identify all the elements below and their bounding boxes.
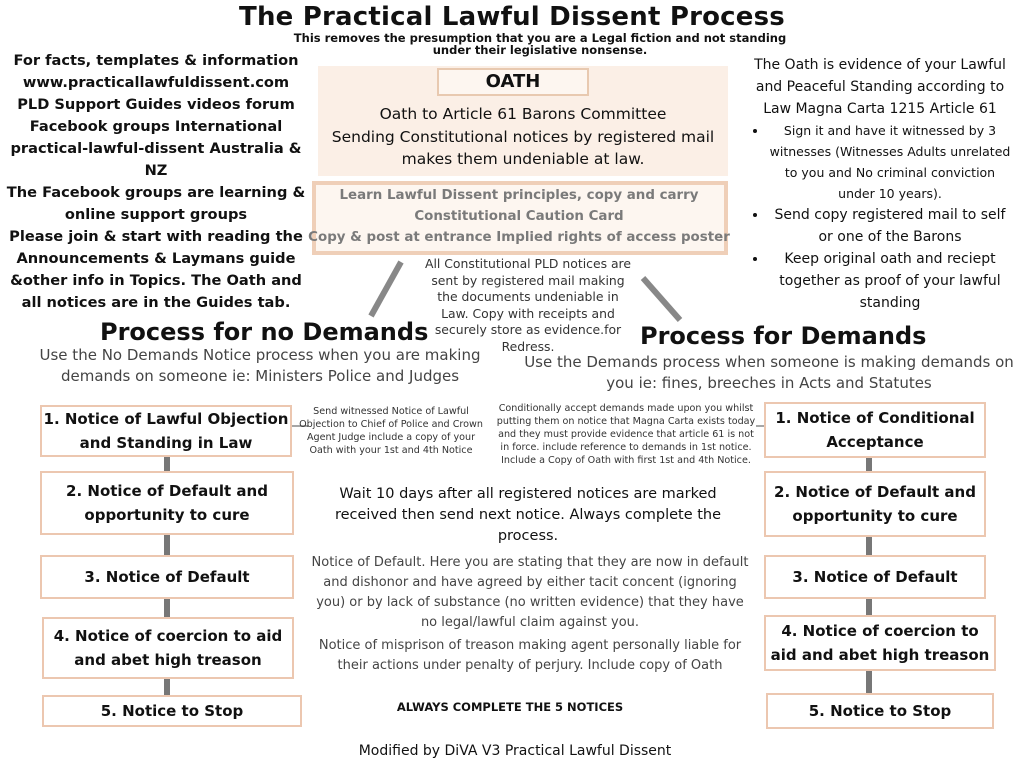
no-demands-step-5: 5. Notice to Stop xyxy=(42,695,302,727)
info-line: For facts, templates & information xyxy=(13,52,299,69)
no-demands-side-note: Send witnessed Notice of Lawful Objection to Chief of Police and Crown Agent Judge include a copy of your Oath with your 1st and 4th Notice xyxy=(299,406,483,456)
learn-line: Learn Lawful Dissent principles, copy and carry xyxy=(339,188,699,203)
learn-line: Copy & post at entrance Implied rights of access poster xyxy=(308,230,730,245)
step-connector xyxy=(866,458,872,471)
no-demands-step-4: 4. Notice of coercion to aid and abet high treason xyxy=(42,617,294,679)
step-connector xyxy=(164,457,170,471)
step-connector xyxy=(866,599,872,615)
demands-side-note: Conditionally accept demands made upon you whilst putting them on notice that Magna Carta exists today and they must provide evidence that article 61 is not in force. include reference to demands in 1st notice. Include a Copy of Oath with first 1st and 4th Notice. xyxy=(496,403,756,466)
oath-line: makes them undeniable at law. xyxy=(401,150,645,168)
registered-mail-note: All Constitutional PLD notices are sent by registered mail making the documents undeniable in Law. Copy with receipts and securely store as evidence.for Redress. xyxy=(424,256,632,354)
no-demands-usage: Use the No Demands Notice process when you are making demands on someone ie: Ministers Police and Judges xyxy=(39,346,481,385)
info-line: www.practicallawfuldissent.com xyxy=(22,74,290,91)
oath-info-intro: The Oath is evidence of your Lawful and Peaceful Standing according to Law Magna Carta 1215 Article 61 xyxy=(754,57,1006,117)
demands-step-2: 2. Notice of Default and opportunity to cure xyxy=(764,471,986,537)
info-line: PLD Support Guides videos forum xyxy=(17,96,295,113)
demands-step-1: 1. Notice of Conditional Acceptance xyxy=(764,402,986,458)
default-note: Notice of Default. Here you are stating that they are now in default and dishonor and have agreed by either tacit concent (ignoring you) or by lack of substance (no written evidence) that they have no legal/lawful claim against you. xyxy=(311,555,749,630)
no-demands-step-3: 3. Notice of Default xyxy=(40,555,294,599)
step-connector xyxy=(866,537,872,555)
info-line: Facebook groups International xyxy=(29,118,283,135)
misprison-note: Notice of misprison of treason making agent personally liable for their actions under penalty of perjury. Include copy of Oath xyxy=(318,638,742,673)
no-demands-step-1: 1. Notice of Lawful Objection and Standing in Law xyxy=(40,405,292,457)
right-diagonal-line xyxy=(643,278,680,320)
step-connector xyxy=(164,679,170,695)
info-line: Announcements & Laymans guide xyxy=(16,250,296,267)
info-line: &other info in Topics. The Oath and xyxy=(10,272,302,289)
demands-heading: Process for Demands xyxy=(640,322,927,350)
step-connector xyxy=(164,535,170,555)
step-connector xyxy=(866,671,872,693)
left-diagonal-line xyxy=(371,262,401,316)
no-demands-step-2: 2. Notice of Default and opportunity to cure xyxy=(40,471,294,535)
info-line: online support groups xyxy=(64,206,248,223)
oath-line: Sending Constitutional notices by registered mail xyxy=(331,127,715,146)
wait-note: Wait 10 days after all registered notices are marked received then send next notice. Always complete the process. xyxy=(334,486,722,544)
oath-info-bullet: • Sign it and have it witnessed by 3 witnesses (Witnesses Adults unrelated to you and No criminal conviction under 10 years). xyxy=(768,120,1012,204)
info-line: The Facebook groups are learning & xyxy=(6,184,306,201)
demands-step-5: 5. Notice to Stop xyxy=(766,693,994,729)
info-line: practical-lawful-dissent Australia & xyxy=(10,140,302,157)
step-connector xyxy=(164,599,170,617)
page-title: The Practical Lawful Dissent Process xyxy=(239,2,785,32)
info-line: all notices are in the Guides tab. xyxy=(21,294,291,311)
oath-label: OATH xyxy=(437,68,589,96)
learn-line: Constitutional Caution Card xyxy=(414,209,624,224)
footer-credit: Modified by DiVA V3 Practical Lawful Dissent xyxy=(358,743,672,759)
demands-usage: Use the Demands process when someone is making demands on you ie: fines, breeches in Acts and Statutes xyxy=(524,353,1014,392)
page-subtitle: This removes the presumption that you are a Legal fiction and not standing under their legislative nonsense. xyxy=(293,31,787,57)
info-line: Please join & start with reading the xyxy=(9,228,303,245)
oath-line: Oath to Article 61 Barons Committee xyxy=(379,105,667,123)
always-complete-note: ALWAYS COMPLETE THE 5 NOTICES xyxy=(396,700,624,714)
no-demands-heading: Process for no Demands xyxy=(100,318,429,346)
oath-info-bullet: • Keep original oath and reciept together as proof of your lawful standing xyxy=(768,248,1012,314)
demands-step-4: 4. Notice of coercion to aid and abet high treason xyxy=(764,615,996,671)
oath-info-bullet: • Send copy registered mail to self or one of the Barons xyxy=(768,204,1012,248)
demands-step-3: 3. Notice of Default xyxy=(764,555,986,599)
info-line: NZ xyxy=(144,162,168,179)
